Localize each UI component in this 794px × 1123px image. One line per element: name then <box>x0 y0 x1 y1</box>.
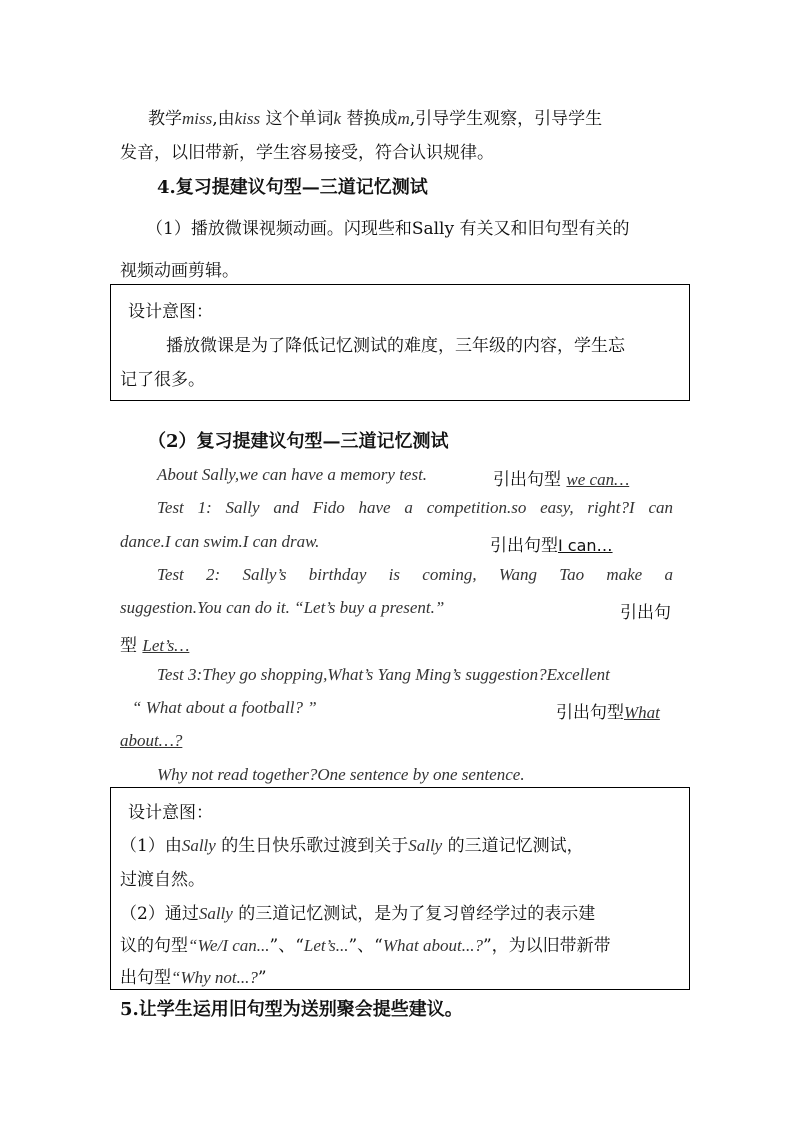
test3-line2: “ What about a football? ” <box>132 698 317 717</box>
box-1-line-1: 播放微课是为了降低记忆测试的难度，三年级的内容，学生忘 <box>166 336 625 356</box>
lead-4-pattern-cont: about…? <box>120 731 183 750</box>
pattern: I can… <box>558 536 613 555</box>
text: 的生日快乐歌过渡到关于 <box>221 836 409 856</box>
text: 教学 <box>148 109 182 129</box>
text: 引出句型 <box>493 470 561 490</box>
text: m <box>397 109 410 128</box>
text: 引出句型 <box>490 536 558 556</box>
test1-line1: Test 1: Sally and Fido have a competition.so easy, right?I can <box>157 498 673 517</box>
text: miss <box>182 109 213 128</box>
box-1-title: 设计意图： <box>128 302 213 322</box>
pattern: we can… <box>566 470 630 489</box>
design-intent-box-2 <box>110 787 690 990</box>
box-2-p2-line2 <box>120 931 611 956</box>
text: 引出句型 <box>556 703 624 723</box>
section-4b-heading: （2）复习提建议句型—三道记忆测试 <box>148 431 449 452</box>
box-2-p2-line1 <box>120 899 595 924</box>
section-4-heading: 4.复习提建议句型—三道记忆测试 <box>157 177 428 198</box>
text: ”、“ <box>348 936 383 956</box>
section-5-heading: 5.让学生运用旧句型为送别聚会提些建议。 <box>120 999 463 1020</box>
test2-line2: suggestion.You can do it. “Let’s buy a present.” <box>120 598 445 617</box>
section-4-item1-line2: 视频动画剪辑。 <box>120 261 239 281</box>
design-intent-box-1 <box>110 284 690 401</box>
text: Sally <box>408 836 443 855</box>
lead-2 <box>490 531 613 556</box>
text: 的三道记忆测试，是为了复习曾经学过的表示建 <box>238 904 596 924</box>
test2-line1: Test 2: Sally’s birthday is coming, Wang Tao make a <box>157 565 673 584</box>
box-2-p2-line3 <box>120 963 267 988</box>
intro-line-2: 发音，以旧带新，学生容易接受，符合认识规律。 <box>120 143 494 163</box>
test3-line1: Test 3:They go shopping,What’s Yang Ming’s suggestion?Excellent <box>157 665 610 684</box>
box-2-p1-line2: 过渡自然。 <box>120 870 205 890</box>
text: Let’s... <box>303 936 349 955</box>
text: ,引导学生观察，引导学生 <box>409 109 603 129</box>
text: 替换成 <box>346 109 398 129</box>
text: Sally <box>198 904 233 923</box>
text: What about...? <box>382 936 483 955</box>
text: “We/I can... <box>188 936 270 955</box>
text: ” <box>257 968 267 988</box>
lead-3 <box>120 631 189 656</box>
intro-line-1 <box>148 104 602 129</box>
text: ”、“ <box>269 936 304 956</box>
pattern: Let’s… <box>142 636 190 655</box>
box-2-title: 设计意图： <box>128 803 213 823</box>
text: “Why not...? <box>171 968 258 987</box>
about-sally-line: About Sally,we can have a memory test. <box>157 465 428 484</box>
lead-3-label: 引出句 <box>620 603 671 623</box>
text: ”，为以旧带新带 <box>482 936 611 956</box>
pattern: What <box>624 703 660 722</box>
text: 型 <box>120 636 137 656</box>
text: Sally <box>181 836 216 855</box>
text: kiss <box>234 109 261 128</box>
test1-line2: dance.I can swim.I can draw. <box>120 532 320 551</box>
lead-1 <box>493 465 629 490</box>
text: 这个单词 <box>265 109 334 129</box>
box-1-line-2: 记了很多。 <box>120 370 205 390</box>
text: 出句型 <box>120 968 171 988</box>
text: k <box>333 109 342 128</box>
text: （2）通过 <box>120 904 199 924</box>
text: 的三道记忆测试， <box>447 836 584 856</box>
lead-4 <box>556 698 660 723</box>
why-not-line: Why not read together?One sentence by one sentence. <box>157 765 525 784</box>
text: （1）由 <box>120 836 182 856</box>
text: 议的句型 <box>120 936 188 956</box>
box-2-p1-line1 <box>120 831 584 856</box>
section-4-item1-line1: （1）播放微课视频动画。闪现些和Sally 有关又和旧句型有关的 <box>146 219 630 239</box>
text: ,由 <box>212 109 235 129</box>
